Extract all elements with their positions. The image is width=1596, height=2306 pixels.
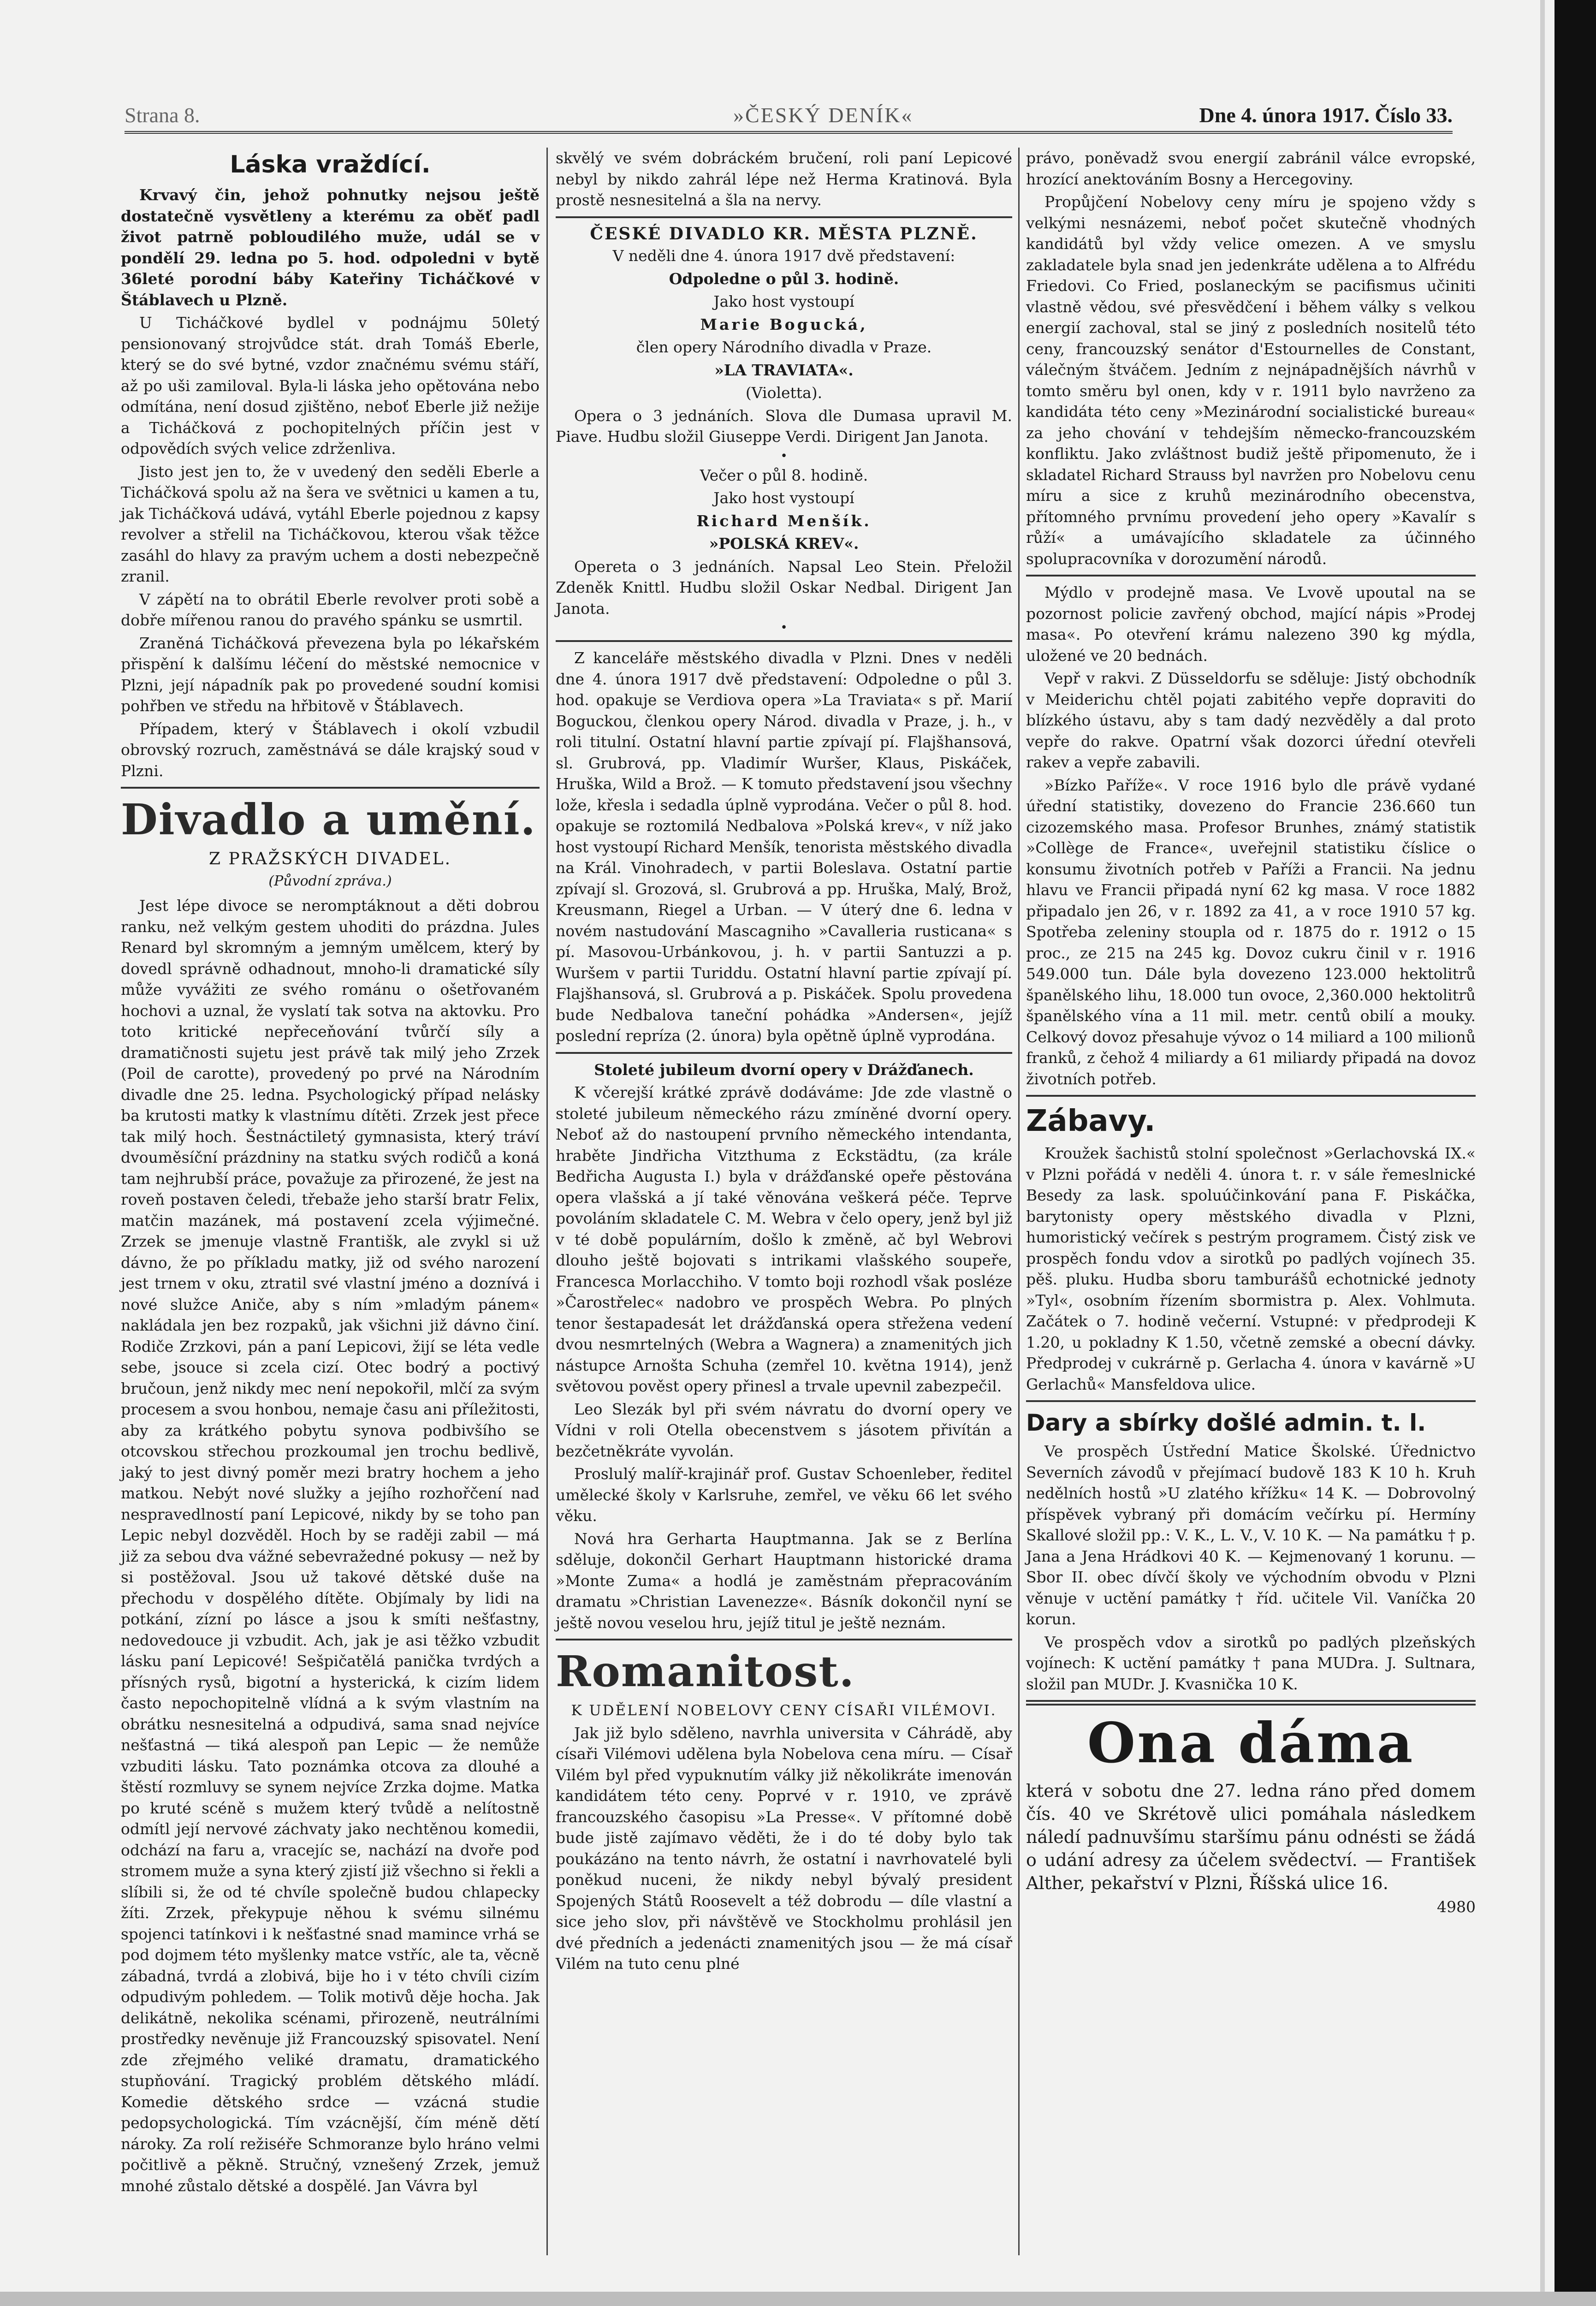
section-rule bbox=[556, 640, 1012, 642]
opera-title: »LA TRAVIATA«. bbox=[714, 361, 854, 379]
column-divider bbox=[1018, 148, 1020, 2255]
article-paragraph: Nová hra Gerharta Hauptmanna. Jak se z Berlína sděluje, dokončil Gerhart Hauptmann historické drama »Monte Zuma« a hodlá je zaměstnám přepracováním dramatu »Christian Lavenezze«. Básník dokončil nyní se ještě novou veselou hru, jejíž titul je ještě neznám. bbox=[556, 1529, 1012, 1632]
article-title: Láska vraždící. bbox=[230, 151, 431, 178]
article-title: ČESKÉ DIVADLO KR. MĚSTA PLZNĚ. bbox=[590, 224, 978, 244]
article-paragraph: Mýdlo v prodejně masa. Ve Lvově upoutal na se pozornost policie zavřený obchod, mající nápis »Prodej masa«. Po otevření krámu nalezeno 390 kg mýdla, uložené ve 20 bednách. bbox=[1026, 583, 1476, 665]
section-rule bbox=[556, 216, 1012, 218]
opera-title: »POLSKÁ KREV«. bbox=[709, 535, 859, 553]
column-divider bbox=[546, 148, 548, 2255]
article-subtitle: (Původní zpráva.) bbox=[268, 873, 392, 889]
section-heading: Zábavy. bbox=[1026, 1104, 1156, 1138]
page-number: Strana 8. bbox=[125, 103, 200, 127]
article-paragraph: K včerejší krátké zprávě dodáváme: Jde zde vlastně o stoleté jubileum německého rázu zmíněné dvorní opery. Neboť až do nastoupení prvního německého intendanta, hraběte Jindřicha Vitzthuma z Eckstädtu, (za krále Bedřicha Augusta I.) byla v drážďanské opeře pěstována opera vlašská a jí také věnována veškerá péče. Teprve povoláním skladatele C. M. Webra v čelo opery, jenž byl již v té době populárním, došlo k změně, ač byl Webrovi dlouho ještě bojovati s intrikami vlašského soupeře, Francesca Morlacchiho. V tomto boji rozhodl však posléze »Čarostřelec« nadobro ve prospěch Webra. Po plných tenor šestapadesát let drážďanská opera střežena vedení dvou nesmrtelných (Webra a Wagnera) a znamenitých jich nástupce Arnošta Schuha (zemřel 10. května 1914), jenž světovou pověst opery přinesl a trvale upevnil zabezpečil. bbox=[556, 1083, 1012, 1395]
program-line: V neděli dne 4. února 1917 dvě představení: bbox=[612, 247, 955, 265]
program-line: člen opery Národního divadla v Praze. bbox=[636, 338, 932, 356]
program-line: (Violetta). bbox=[745, 384, 823, 402]
separator-star: • bbox=[780, 449, 788, 463]
newspaper-title: »ČESKÝ DENÍK« bbox=[733, 103, 914, 127]
ad-border bbox=[1026, 1700, 1476, 1706]
column-1 bbox=[121, 148, 540, 2198]
article-paragraph: Krvavý čin, jehož pohnutky nejsou ještě dostatečně vysvětleny a kterému za oběť padl život patrně pobloudilého muže, udál se v pondělí 29. ledna po 5. hod. odpoledni v bytě 36leté porodní báby Kateřiny Ticháčkové v Štáblavech u Plzně. bbox=[121, 186, 540, 309]
column-2 bbox=[556, 148, 1012, 1976]
program-line: Jako host vystoupí bbox=[713, 292, 854, 310]
program-line: Odpoledne o půl 3. hodině. bbox=[669, 269, 899, 288]
program-line: Opereta o 3 jednáních. Napsal Leo Stein. Přeložil Zdeněk Knittl. Hudbu složil Oskar Nedbal. Dirigent Jan Janota. bbox=[556, 557, 1012, 618]
section-rule bbox=[1026, 575, 1476, 576]
column-3 bbox=[1026, 148, 1476, 1920]
section-rule bbox=[121, 787, 540, 789]
article-title: Stoleté jubileum dvorní opery v Drážďanech. bbox=[594, 1060, 974, 1079]
program-line: Opera o 3 jednáních. Slova dle Dumasa upravil M. Piave. Hudbu složil Giuseppe Verdi. Dirigent Jan Janota. bbox=[556, 406, 1012, 446]
film-edge-line bbox=[1540, 0, 1545, 2306]
article-paragraph: Jak již bylo sděleno, navrhla universita v Cáhrádě, aby císaři Vilémovi udělena byla Nobelova cena míru. — Císař Vilém byl před vypuknutím války již několikráte imenován kandidátem této ceny. Poprvé v r. 1910, ve zprávě francouzského časopisu »La Presse«. V přítomné době bude jistě zajímavo věděti, že i do té doby bylo tak poukázáno na tento návrh, že ostatní i navrhovatelé byli poněkud nuceni, že nikdy nebyl bývalý president Spojených Států Roosevelt a též dobrodu — díle vlastní a sice jeho slov, při návštěvě ve Stockholmu prohlásil jen dvé předních a jedenácti znamenitých jsou — že má císař Vilém na tuto cenu plné bbox=[556, 1724, 1012, 1973]
page-header bbox=[125, 101, 1453, 134]
film-edge bbox=[1554, 0, 1596, 2306]
section-heading: Romanitost. bbox=[556, 1646, 855, 1696]
article-paragraph: Vepř v rakvi. Z Düsseldorfu se sděluje: Jistý obchodník v Meiderichu chtěl pojati zabitého vepře dopraviti do blízkého ústavu, aby s tam dadý nezvěděly a dal proto vepře do rakve. Opatrní však dozorci úřední otevřeli rakev a vepře zabavili. bbox=[1026, 669, 1476, 771]
performer-name: Richard Menšík. bbox=[696, 511, 872, 530]
article-paragraph: skvělý ve svém dobráckém bručení, roli paní Lepicové nebyl by nikdo zahrál lépe než Herma Kratinová. Byla prostě nesnesitelná a šla na nervy. bbox=[556, 149, 1012, 209]
article-paragraph: Z kanceláře městského divadla v Plzni. Dnes v neděli dne 4. února 1917 dvě představení: Odpoledne o půl 3. hod. opakuje se Verdiova opera »La Traviata« s př. Marií Boguckou, členkou opery Národ. divadla v Praze, j. h., v roli titulní. Ostatní hlavní partie zpívají pí. Flajšhansová, sl. Grubrová, pp. Vladimír Wuršer, Klaus, Piskáček, Hruška, Wild a Brož. — K tomuto představení jsou všechny lože, křesla i sedadla úplně vyprodána. Večer o půl 8. hod. opakuje se roztomilá Nedbalova »Polská krev«, v níž jako host vystoupí Richard Menšík, tenorista městského divadla na Král. Vinohradech, v partii Boleslava. Ostatní partie zpívají sl. Grozová, sl. Grubrová a pp. Hruška, Malý, Brož, Kreusmann, Riegel a Urban. — V úterý dne 6. ledna v novém nastudování Mascagniho »Cavalleria rusticana« s pí. Masovou-Urbánkovou, j. h. v partii Santuzzi a p. Wuršem v partii Turiddu. Ostatní hlavní partie zpívají pí. Flajšhansová, sl. Grubrová a p. Piskáček. Spolu provedena bude Nedbalova taneční pohádka »Andersen«, jejíž poslední repríza (2. února) byla opětně úplně vyprodána. bbox=[556, 649, 1012, 1045]
separator-star: • bbox=[780, 621, 788, 635]
article-paragraph: právo, poněvadž svou energií zabránil válce evropské, hrozící anektováním Bosny a Hercegoviny. bbox=[1026, 149, 1476, 188]
article-paragraph: V zápětí na to obrátil Eberle revolver proti sobě a dobře mířenou ranou do pravého spánku se usmrtil. bbox=[121, 590, 540, 629]
program-line: Jako host vystoupí bbox=[713, 489, 854, 507]
performer-name: Marie Bogucká, bbox=[700, 315, 868, 333]
article-paragraph: Proslulý malíř-krajinář prof. Gustav Schoenleber, ředitel umělecké školy v Karlsruhe, zemřel, ve věku 66 let svého věku. bbox=[556, 1465, 1012, 1525]
article-title: Z PRAŽSKÝCH DIVADEL. bbox=[208, 850, 452, 868]
section-rule bbox=[556, 1639, 1012, 1640]
program-line: Večer o půl 8. hodině. bbox=[700, 466, 868, 484]
issue-date-number: Dne 4. února 1917. Číslo 33. bbox=[1199, 103, 1453, 127]
article-paragraph: Leo Slezák byl při svém návratu do dvorní opery ve Vídni v roli Otella obecenstvem s jásotem přivítán a bezčetněkráte vyvolán. bbox=[556, 1400, 1012, 1460]
scan-edge-bottom bbox=[0, 2292, 1596, 2306]
article-paragraph: U Ticháčkové bydlel v podnájmu 50letý pensionovaný strojvůdce stát. drah Tomáš Eberle, který se do své bytné, vzdor značnému svému stáří, až po uši zamiloval. Byla-li láska jeho opětována nebo odmítána, není dosud zjištěno, neboť Eberle již nežije a Ticháčková z pochopitelných příčin jest v odpovědích svých velice zdrženliva. bbox=[121, 314, 540, 458]
article-paragraph: Kroužek šachistů stolní společnost »Gerlachovská IX.« v Plzni pořádá v neděli 4. února t. r. v sále řemeslnické Besedy za lask. spoluúčinkování pana F. Piskáčka, barytonisty opery městského divadla v Plzni, humoristický večírek s pestrým programem. Čistý zisk ve prospěch fondu vdov a sirotků po padlých vojínech 35. pěš. pluku. Hudba sboru tamburášů echotnické jednoty »Tyl«, osobním řízením sbormistra p. Alex. Vohlmuta. Začátek o 7. hodině večerní. Vstupné: v předprodeji K 1.20, u pokladny K 1.50, včetně zemské a obecní dávky. Předprodej v cukrárně p. Gerlacha 4. února v kavárně »U Gerlachů« Mansfeldova ulice. bbox=[1026, 1144, 1476, 1393]
article-title: K UDĚLENÍ NOBELOVY CENY CÍSAŘI VILÉMOVI. bbox=[571, 1702, 997, 1719]
section-heading: Dary a sbírky došlé admin. t. l. bbox=[1026, 1409, 1426, 1436]
advertisement-body: která v sobotu dne 27. ledna ráno před domem čís. 40 ve Skrétově ulici pomáhala následkem náledí padnuvšímu staršímu pánu odnésti se žádá o udání adresy za účelem svědectví. — František Alther, pekařství v Plzni, Říšská ulice 16. bbox=[1026, 1781, 1476, 1893]
section-rule bbox=[1026, 1095, 1476, 1097]
ad-number: 4980 bbox=[1437, 1898, 1476, 1916]
article-paragraph: Případem, který v Štáblavech i okolí vzbudil obrovský rozruch, zaměstnává se dále krajský soud v Plzni. bbox=[121, 719, 540, 780]
article-paragraph: Zraněná Ticháčková převezena byla po lékařském přispění k dalšímu léčení do městské nemocnice v Plzni, její nápadník pak po provedené soudní komisi pohřben ve středu na hřbitově v Štáblavech. bbox=[121, 634, 540, 715]
article-paragraph: Jisto jest jen to, že v uvedený den seděli Eberle a Ticháčková spolu až na šera ve světnici u kamen a tu, jak Ticháčková udává, vytáhl Eberle pojednou z kapsy revolver a střelil na Ticháčkovou, kterou však těžce zasáhl do hlavy za pravým uchem a dosti nebezpečně zranil. bbox=[121, 462, 540, 585]
article-paragraph: Ve prospěch vdov a sirotků po padlých plzeňských vojínech: K uctění památky † pana MUDra. J. Sultnara, složil pan MUDr. J. Kvasnička 10 K. bbox=[1026, 1633, 1476, 1693]
article-paragraph: »Bízko Paříže«. V roce 1916 bylo dle právě vydané úřední statistiky, dovezeno do Francie 236.660 tun cizozemského masa. Profesor Brunhes, známý statistik »Collège de France«, uveřejnil statistiku číslice o konsumu životních potřeb v Paříži a Francii. Na jednu hlavu ve Francii připadá nyní 62 kg masa. V roce 1882 připadalo jen 26, v r. 1892 za 41, a v roce 1910 57 kg. Spotřeba zeleniny stoupla od r. 1875 do r. 1912 o 15 proc., ze 215 na 245 kg. Dovoz cukru činil v r. 1916 549.000 tun. Dále byla dovezeno 123.000 hektolitrů španělského lihu, 18.000 tun ovoce, 2,360.000 hektolitrů španělského vína a 11 mil. metr. centů obilí a mouky. Celkový dovoz přesahuje vývoz o 14 miliard a 100 milionů franků, z čehož 4 miliardy a 61 miliardy připadá na dovoz životních potřeb. bbox=[1026, 776, 1476, 1088]
section-rule bbox=[1026, 1400, 1476, 1402]
section-heading: Divadlo a umění. bbox=[121, 795, 536, 844]
article-paragraph: Jest lépe divoce se neromptáknout a děti dobrou ranku, než velkým gestem uhoditi do prázdna. Jules Renard byl skromným a jemným umělcem, který by dovedl správně odhadnout, mnoho-li dramatické síly může vyvážiti ze svého románu o ošetřovaném hochovi a uznal, že vyslatí tak sotva na aktovku. Pro toto kritické nepřeceňování tvůrčí síly a dramatičnosti sujetu jest právě tak milý jeho Zrzek (Poil de carotte), provedený po prvé na Národním divadle dne 25. ledna. Psychologický případ nelásky ba krutosti matky k vlastnímu dítěti. Zrzek jest přece tak milý hoch. Šestnáctiletý gymnasista, který tráví dvouměsíční prázdniny na statku svých rodičů a koná tam nejhrubší práce, považuje za přirozené, že jest na roveň postaven čeledi, třebaže jeho starší bratr Felix, matčin mazánek, má postavení zcela výjimečné. Zrzek se jmenuje vlastně Františk, ale zvykl si už dávno, že po příkladu matky, již od svého narození jest trnem v oku, ztratil své vlastní jméno a doznívá i nové služce Aniče, aby s ním »mladým pánem« nakládala jen bez rozpaků, jak všichni již dávno činí. Rodiče Zrzkovi, pán a paní Lepicovi, žijí se léta vedle sebe, jsouce si zcela cizí. Otec bodrý a poctivý bručoun, jenž nikdy mec není nepokořil, mlčí za svým procesem a svou honbou, nemaje času ani příležitosti, aby za krátkého pobytu synova podbivšího se otcovskou střechou prozkoumal jen trochu bedlivě, jaký to jest divný poměr mezi bratry hochem a jeho matkou. Nebýt nové služky a jejího rozhořčení nad nespravedlností paní Lepicové, nikdy by se toho pan Lepic nebyl dozvěděl. Hoch by se raději zabil — má již za sebou dva vážné sebevražedné pokusy — než by si postěžoval. Jsou už takové dětské duše na přechodu v dospělého dítěte. Objímaly by lidi na potkání, zízní po lásce a jsou k smíti nešťastny, nedovedouce ji vzbudit. Ach, jak je asi těžko vzbudit lásku paní Lepicové! Sešpičatělá panička tvrdých a přísných rysů, bigotní a hysterická, k cizím lidem často nepochopitelně vlídná a k svým vlastním na obrátku nesnesitelná a odpudivá, sama snad nejvíce nešťastná — tiká alespoň pan Lepic — že nemůže vzbuditi lásku. Tato poznámka otcova za dlouhé a štěstí rozmluvy se synem nejvíce Zrzka dojme. Matka po kruté scéně s mužem který tvůdě a nelítostně odmítl její nervové záchvaty jako nechtěnou komedii, odchází na faru a, vracejíc se, nachází na dvoře pod stromem muže a syna který zjistí již všechno si řekli a slíbili si, že od té chvíle společně budou chlapecky žíti. Zrzek, překypuje něhou k svému silnému spojenci tatínkovi i k nešťastné snad mamince vrhá se pod dojmem této myšlenky matce vstříc, ale ta, věcně zábadná, tvrdá a zlobivá, bije ho i v této chvíli cizím odpudivým pohledem. — Tolik motivů děje hocha. Jak delikátně, nekolika scénami, přirozeně, neutrálními prostředky nevěnuje již Francouzský spisovatel. Není zde zřejmého veliké dramatu, dramatického stupňování. Tragický problém dětského mládí. Komedie dětského srdce — vzácná studie pedopsychologická. Tím vzácnější, čím méně dětí nároky. Za rolí režiséře Schmoranze bylo hráno velmi počitlivě a pěkně. Stručný, vznešený Zrzek, jemuž mnohé zůstalo dětské a dospělé. Jan Vávra byl bbox=[121, 897, 540, 2195]
article-paragraph: Propůjčení Nobelovy ceny míru je spojeno vždy s velkými nesnázemi, neboť počet skutečně vhodných kandidátů byl vždy velice omezen. A ve smyslu zakladatele byla snad jen jedenkráte udělena a to Alfrédu Friedovi. Co Fried, poslaneckým se pacifismus učiniti vlastně vědou, své přesvědčení i během války s velkou energií zachoval, stal se jiný z posledních nositelů této ceny, francouzský senátor d'Estournelles de Constant, válečným štváčem. Jedním z nejnápadnějších návrhů v tomto směru byl onen, kdy v r. 1911 bylo navrženo za kandidáta této ceny »Mezinárodní socialistické bureau« za jeho chování v tehdejším německo-francouzském konfliktu. Jako zvláštnost budiž ještě připomenuto, že i skladatel Richard Strauss byl navržen pro Nobelovu cenu míru a sice z kruhů mezinárodního obecenstva, přítomného prvnímu provedení jeho opery »Kavalír s růží« a umávajícího skladatele za účinného spolupracovníka v dorozumění národů. bbox=[1026, 193, 1476, 568]
advertisement-heading: Ona dáma bbox=[1087, 1711, 1415, 1776]
article-paragraph: Ve prospěch Ústřední Matice Školské. Úřednictvo Severních závodů v přejímací budově 183 K 10 h. Kruh nedělních hostů »U zlatého křížku« 14 K. — Dobrovolný příspěvek vybraný při domácím večírku pí. Hermíny Skallové složil pp.: V. K., L. V., V. 10 K. — Na památku † p. Jana a Jena Hrádkovi 40 K. — Kejmenovaný 1 korunu. — Sbor II. obec dívčí školy ve východním obvodu v Plzni věnuje v uctění památky † říd. učitele Vil. Vaníčka 20 korun. bbox=[1026, 1442, 1476, 1628]
section-rule bbox=[556, 1052, 1012, 1054]
